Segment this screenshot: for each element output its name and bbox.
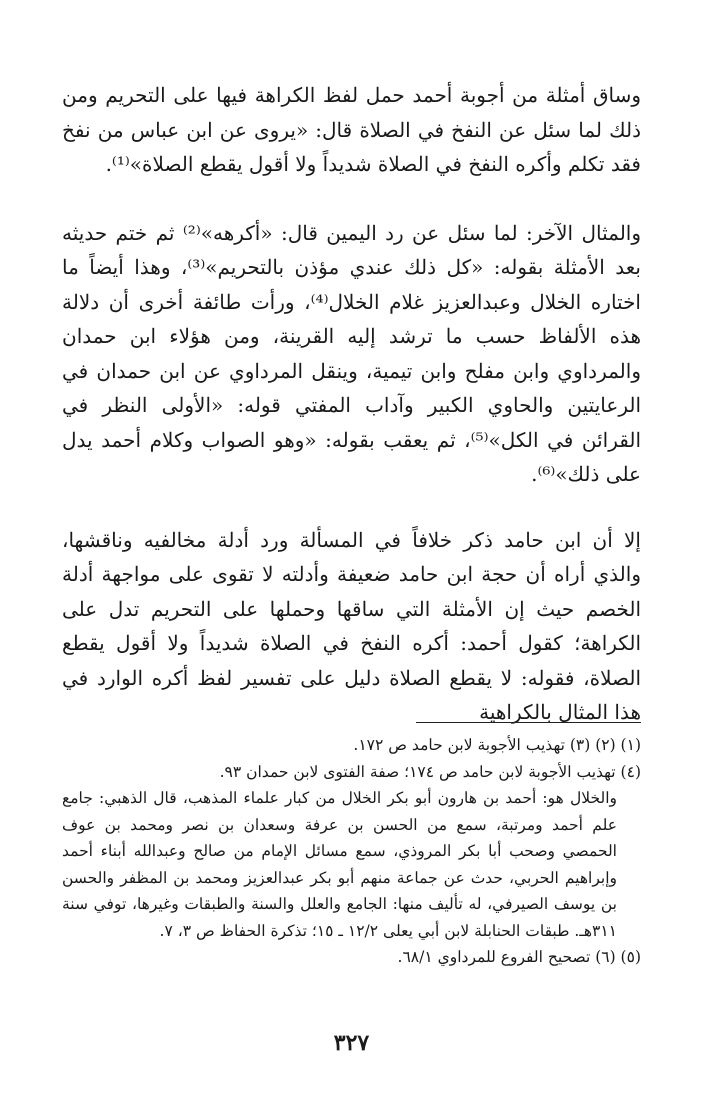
page-number: ٣٢٧	[333, 1030, 370, 1056]
footnote-1-3: (١) (٢) (٣) تهذيب الأجوبة لابن حامد ص ١٧٢.	[353, 736, 641, 754]
footnote-4-biography: والخلال هو: أحمد بن هارون أبو بكر الخلال من كبار علماء المذهب، قال الذهبي: جامع علم أحمد ومرتبة، سمع من الحسن بن عرفة وسعدان بن نصر ومحمد بن عوف الحمصي وصحب أبا بكر المروذي، سمع مسائل الإمام من صالح وعبدالله أبناء أحمد وإبراهيم الحربي، حدث عن جماعة منهم أبو بكر عبدالعزيز ومحمد بن المظفر والحسن بن يوسف الصيرفي، له تأليف منها: الجامع والعلل والسنة والطبقات وغيرها، توفي سنة ٣١١هـ. طبقات الحنابلة لابن أبي يعلى ١٢/٢ ـ ١٥؛ تذكرة الحفاظ ص ٣، ٧.	[62, 789, 617, 940]
footnote-4: (٤) تهذيب الأجوبة لابن حامد ص ١٧٤؛ صفة الفتوى لابن حمدان ٩٣.	[219, 762, 641, 781]
paragraph-1: وساق أمثلة من أجوبة أحمد حمل لفظ الكراهة فيها على التحريم ومن ذلك لما سئل عن النفخ في الصلاة قال: «يروى عن ابن عباس من نفخ فقد تكلم وأكره النفخ في الصلاة شديداً ولا أقول يقطع الصلاة»⁽¹⁾.	[62, 83, 641, 176]
paragraph-2: والمثال الآخر: لما سئل عن رد اليمين قال: «أكرهه»⁽²⁾ ثم ختم حديثه بعد الأمثلة بقوله: «كل ذلك عندي مؤذن بالتحريم»⁽³⁾، وهذا أيضاً ما اختاره الخلال وعبدالعزيز غلام الخلال⁽⁴⁾، ورأت طائفة أخرى أن دلالة هذه الألفاظ حسب ما ترشد إليه القرينة، ومن هؤلاء ابن حمدان والمرداوي وابن مفلح وابن تيمية، وينقل المرداوي عن ابن حمدان في الرعايتين والحاوي الكبير وآداب المفتي قوله: «الأولى النظر في القرائن في الكل»⁽⁵⁾، ثم يعقب بقوله: «وهو الصواب وكلام أحمد يدل على ذلك»⁽⁶⁾.	[62, 220, 641, 486]
footnotes	[62, 732, 641, 971]
footnote-5-6: (٥) (٦) تصحيح الفروع للمرداوي ٦٨/١.	[397, 948, 641, 966]
main-text	[62, 78, 641, 730]
paragraph-3: إلا أن ابن حامد ذكر خلافاً في المسألة ورد أدلة مخالفيه وناقشها، والذي أراه أن حجة ابن حامد ضعيفة وأدلته لا تقوى على مواجهة أدلة الخصم حيث إن الأمثلة التي ساقها وحملها على التحريم تدل على الكراهة؛ كقول أحمد: أكره النفخ في الصلاة شديداً ولا أقول يقطع الصلاة، فقوله: لا يقطع الصلاة دليل على تفسير لفظ أكره الوارد في هذا المثال بالكراهية	[62, 527, 641, 724]
footnote-divider	[416, 722, 641, 723]
